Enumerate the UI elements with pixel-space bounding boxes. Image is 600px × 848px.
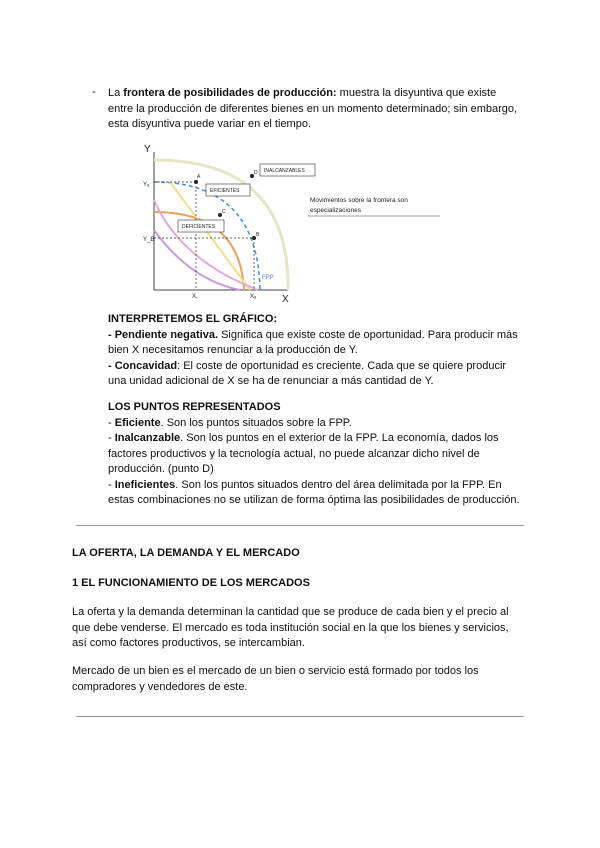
points-item-2 xyxy=(108,431,553,447)
points-item-3 xyxy=(108,478,553,494)
points-item-3-line-2: estas combinaciones no se utilizan de forma óptima las posibilidades de producción. xyxy=(108,494,520,506)
points-item-2-line-3: producción. (punto D) xyxy=(108,463,214,475)
y-axis-label: Y xyxy=(144,144,151,155)
deficientes-label: DEFICIENTES xyxy=(182,224,216,230)
points-item-2-text: . Son los puntos en el exterior de la FPP. La economía, dados los xyxy=(180,432,499,444)
section-subheading: 1 EL FUNCIONAMIENTO DE LOS MERCADOS xyxy=(72,577,310,589)
fpp-curve xyxy=(154,182,260,290)
section-paragraph-1-line-3: así como factores productivos, se intercambian. xyxy=(72,637,305,649)
intro-dash: - xyxy=(92,86,96,98)
points-title: LOS PUNTOS REPRESENTADOS xyxy=(108,401,281,413)
xa-label: Xₐ xyxy=(250,294,257,300)
interpret-item-2-line-2: una unidad adicional de X se ha de renunciar a más cantidad de Y. xyxy=(108,375,434,387)
points-item-1-text: . Son los puntos situados sobre la FPP. xyxy=(160,416,352,429)
interpret-item-1-text: Significa que existe coste de oportunidad. Para producir más xyxy=(218,328,518,341)
points-item-3-label: Ineficientes xyxy=(114,478,176,491)
points-item-3-text: . Son los puntos situados dentro del área delimitada por la FPP. En xyxy=(175,478,502,491)
points-section xyxy=(108,400,553,509)
interpret-item-2-text: : El coste de oportunidad es creciente. Cada que se quiere producir xyxy=(177,359,507,372)
point-b-label: B xyxy=(256,232,260,238)
section-paragraph-2-line-1: Mercado de un bien es el mercado de un bien o servicio está formado por todos los xyxy=(72,665,479,677)
intro-line-2: entre la producción de diferentes bienes en un momento determinado; sin embargo, xyxy=(108,102,518,115)
section-paragraph-2 xyxy=(72,664,542,695)
points-item-2-label: Inalcanzable xyxy=(114,432,181,444)
section-paragraph-1-line-2: que debe venderse. El mercado es toda institución social en la que los bienes y servicios, xyxy=(72,621,509,634)
fpp-label: FPP xyxy=(262,275,274,281)
interpret-title: INTERPRETEMOS EL GRÁFICO: xyxy=(108,313,278,325)
points-item-2-line-2: factores productivos y la tecnología actual, no puede alcanzar dicho nivel de xyxy=(108,447,480,460)
point-a-label: A xyxy=(197,174,201,180)
xc-label: X꜀ xyxy=(192,294,199,300)
inalcanzables-label: INALCANZABLES xyxy=(264,168,305,174)
caption-line-2: especializaciones xyxy=(310,207,361,214)
points-item-2-prefix: - xyxy=(108,432,115,444)
intro-line-1 xyxy=(108,86,548,102)
interpret-item-1-line-2: bien X necesitamos renunciar a la producción de Y. xyxy=(108,344,358,356)
point-c-label: C xyxy=(222,209,226,215)
intro-term: frontera de posibilidades de producción: xyxy=(123,87,337,99)
interpret-item-1-label: - Pendiente negativa. xyxy=(108,328,219,341)
interpret-section xyxy=(108,312,553,390)
interpret-item-1 xyxy=(108,328,553,344)
divider-2 xyxy=(76,716,524,717)
caption-line-1: Movimientos sobre la frontera son xyxy=(310,197,408,204)
section-paragraph-1-line-1: La oferta y la demanda determinan la cantidad que se produce de cada bien y el precio al xyxy=(72,606,509,618)
interpret-item-2 xyxy=(108,359,553,375)
intro-line-3: esta disyuntiva puede variar en el tiempo. xyxy=(108,118,312,130)
ya-label: Yₐ xyxy=(143,182,150,188)
fpp-graph xyxy=(140,140,450,305)
intro-rest: muestra la disyuntiva que existe xyxy=(336,87,497,99)
yb-label: Y_B xyxy=(143,237,155,243)
point-d-label: D xyxy=(254,170,258,176)
point-a-dot xyxy=(194,180,198,184)
x-axis-label: X xyxy=(282,294,289,305)
intro-lead: La xyxy=(108,87,124,99)
points-item-1-label: Eficiente xyxy=(114,416,161,429)
section-heading: LA OFERTA, LA DEMANDA Y EL MERCADO xyxy=(72,547,300,559)
section-paragraph-2-line-2: compradores y vendedores de este. xyxy=(72,680,248,693)
divider-1 xyxy=(76,525,524,526)
eficientes-label: EFICIENTES xyxy=(210,188,240,194)
points-item-3-prefix: - xyxy=(108,478,115,491)
section-paragraph-1 xyxy=(72,605,542,652)
intro-paragraph xyxy=(108,86,548,133)
points-item-1 xyxy=(108,416,553,432)
interpret-item-2-label: - Concavidad xyxy=(108,359,178,372)
fpp-figure xyxy=(140,140,450,305)
yellow-line xyxy=(170,182,250,290)
points-item-1-prefix: - xyxy=(108,416,115,429)
